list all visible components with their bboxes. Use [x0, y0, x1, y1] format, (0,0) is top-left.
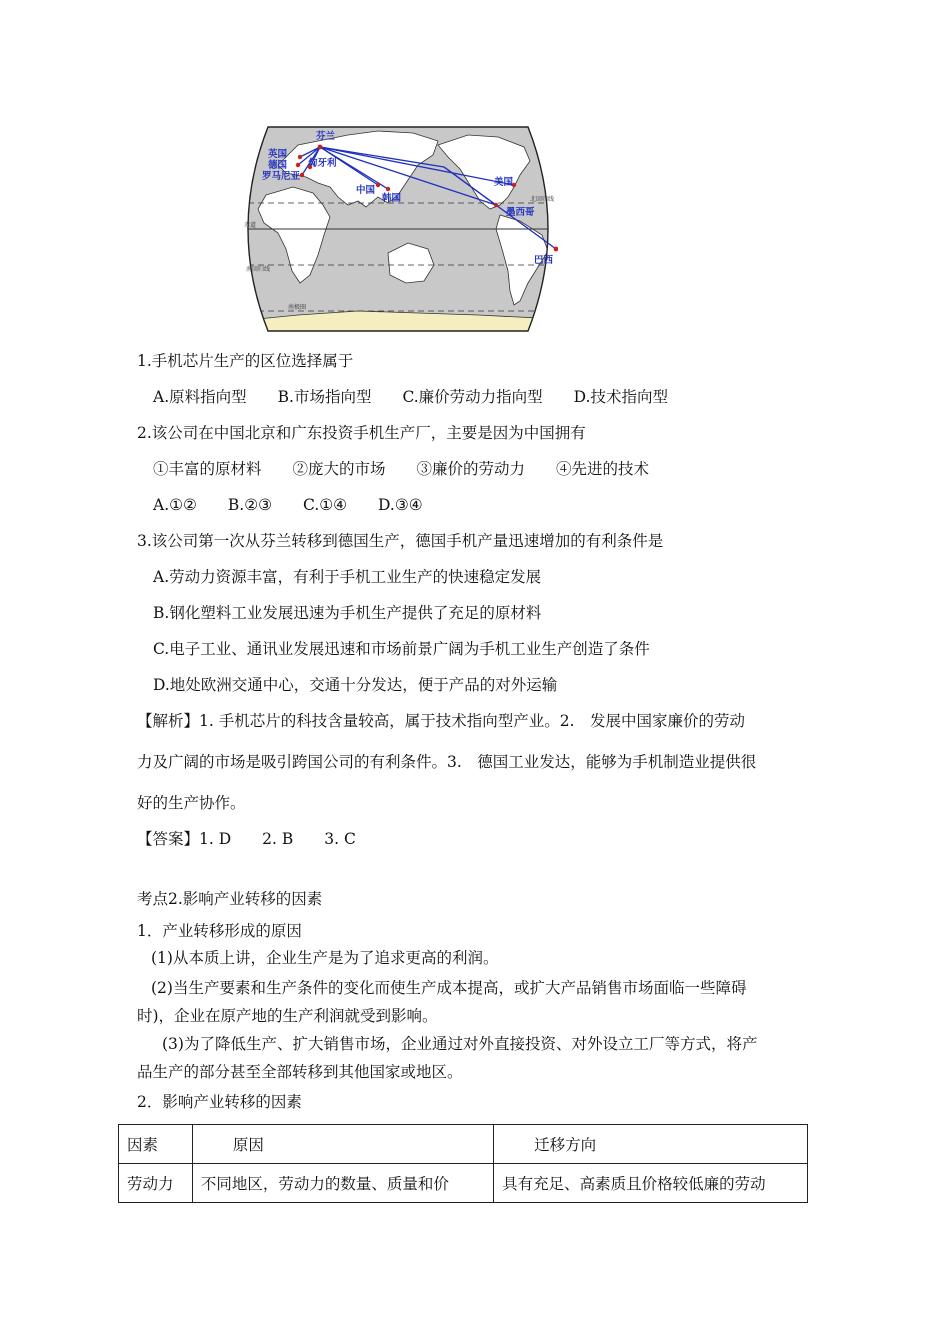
question-2-stem: 2.该公司在中国北京和广东投资手机生产厂，主要是因为中国拥有	[137, 424, 586, 442]
point-uk	[298, 155, 302, 159]
table-header-reason: 原因	[192, 1125, 493, 1164]
table-header-factor: 因素	[119, 1125, 193, 1164]
label-korea: 韩国	[382, 193, 402, 204]
section-subheading-2: 2．影响产业转移的因素	[137, 1093, 302, 1111]
question-1-stem: 1.手机芯片生产的区位选择属于	[137, 352, 354, 370]
factors-table	[118, 1124, 808, 1203]
table-cell-direction: 具有充足、高素质且价格较低廉的劳动	[494, 1164, 808, 1203]
point-germany	[296, 163, 300, 167]
label-tropic-of-capricorn: 南回归线	[246, 267, 271, 273]
paragraph-2-line-1: (2)当生产要素和生产条件的变化而使生产成本提高，或扩大产品销售市场面临一些障碍	[151, 979, 747, 997]
table-header-direction: 迁移方向	[494, 1125, 808, 1164]
label-china: 中国	[356, 185, 376, 196]
table-cell-reason: 不同地区，劳动力的数量、质量和价	[192, 1164, 493, 1203]
point-romania	[300, 173, 304, 177]
question-1-options: A.原料指向型 B.市场指向型 C.廉价劳动力指向型 D.技术指向型	[153, 388, 668, 406]
table-header-row	[119, 1125, 808, 1164]
point-mexico	[494, 203, 498, 207]
label-romania: 罗马尼亚	[262, 171, 301, 182]
paragraph-1: (1)从本质上讲，企业生产是为了追求更高的利润。	[151, 949, 499, 967]
point-china	[376, 183, 380, 187]
section-title: 考点2.影响产业转移的因素	[137, 890, 323, 908]
label-finland: 芬兰	[316, 131, 336, 142]
question-3-option-c: C.电子工业、通讯业发展迅速和市场前景广阔为手机工业生产创造了条件	[153, 640, 650, 658]
paragraph-2-line-2: 时)，企业在原产地的生产利润就受到影响。	[137, 1007, 438, 1025]
label-usa: 美国	[494, 177, 514, 188]
label-uk: 英国	[268, 149, 288, 160]
label-hungary: 匈牙利	[308, 158, 337, 169]
question-3-option-b: B.钢化塑料工业发展迅速为手机生产提供了充足的原材料	[153, 604, 542, 622]
table-row	[119, 1164, 808, 1203]
answer-line: 【答案】1. D 2. B 3. C	[137, 830, 356, 848]
paragraph-3-line-2: 品生产的部分甚至全部转移到其他国家或地区。	[137, 1063, 463, 1081]
label-brazil: 巴西	[534, 255, 554, 266]
point-finland	[318, 145, 323, 150]
section-subheading-1: 1．产业转移形成的原因	[137, 922, 302, 940]
question-3-stem: 3.该公司第一次从芬兰转移到德国生产，德国手机产量迅速增加的有利条件是	[137, 532, 664, 550]
question-3-option-d: D.地处欧洲交通中心，交通十分发达，便于产品的对外运输	[153, 676, 558, 694]
label-antarctic-circle: 南极圈	[288, 305, 307, 311]
question-3-option-a: A.劳动力资源丰富，有利于手机工业生产的快速稳定发展	[153, 568, 542, 586]
analysis-line-1: 【解析】1. 手机芯片的科技含量较高，属于技术指向型产业。2. 发展中国家廉价的劳动	[137, 712, 746, 730]
paragraph-3-line-1: (3)为了降低生产、扩大销售市场，企业通过对外直接投资、对外设立工厂等方式，将产	[162, 1035, 758, 1053]
analysis-line-2: 力及广阔的市场是吸引跨国公司的有利条件。3. 德国工业发达，能够为手机制造业提供很	[137, 753, 757, 771]
question-2-options: A.①② B.②③ C.①④ D.③④	[153, 496, 423, 514]
point-korea	[386, 187, 390, 191]
question-2-items: ①丰富的原材料 ②庞大的市场 ③廉价的劳动力 ④先进的技术	[153, 460, 650, 478]
label-tropic-of-cancer: 北回归线	[530, 197, 555, 203]
analysis-line-3: 好的生产协作。	[137, 794, 246, 812]
label-germany: 德国	[268, 160, 288, 171]
world-map-figure	[238, 125, 558, 333]
label-equator: 赤道	[244, 223, 257, 229]
table-cell-factor: 劳动力	[119, 1164, 193, 1203]
label-mexico: 墨西哥	[506, 207, 535, 218]
